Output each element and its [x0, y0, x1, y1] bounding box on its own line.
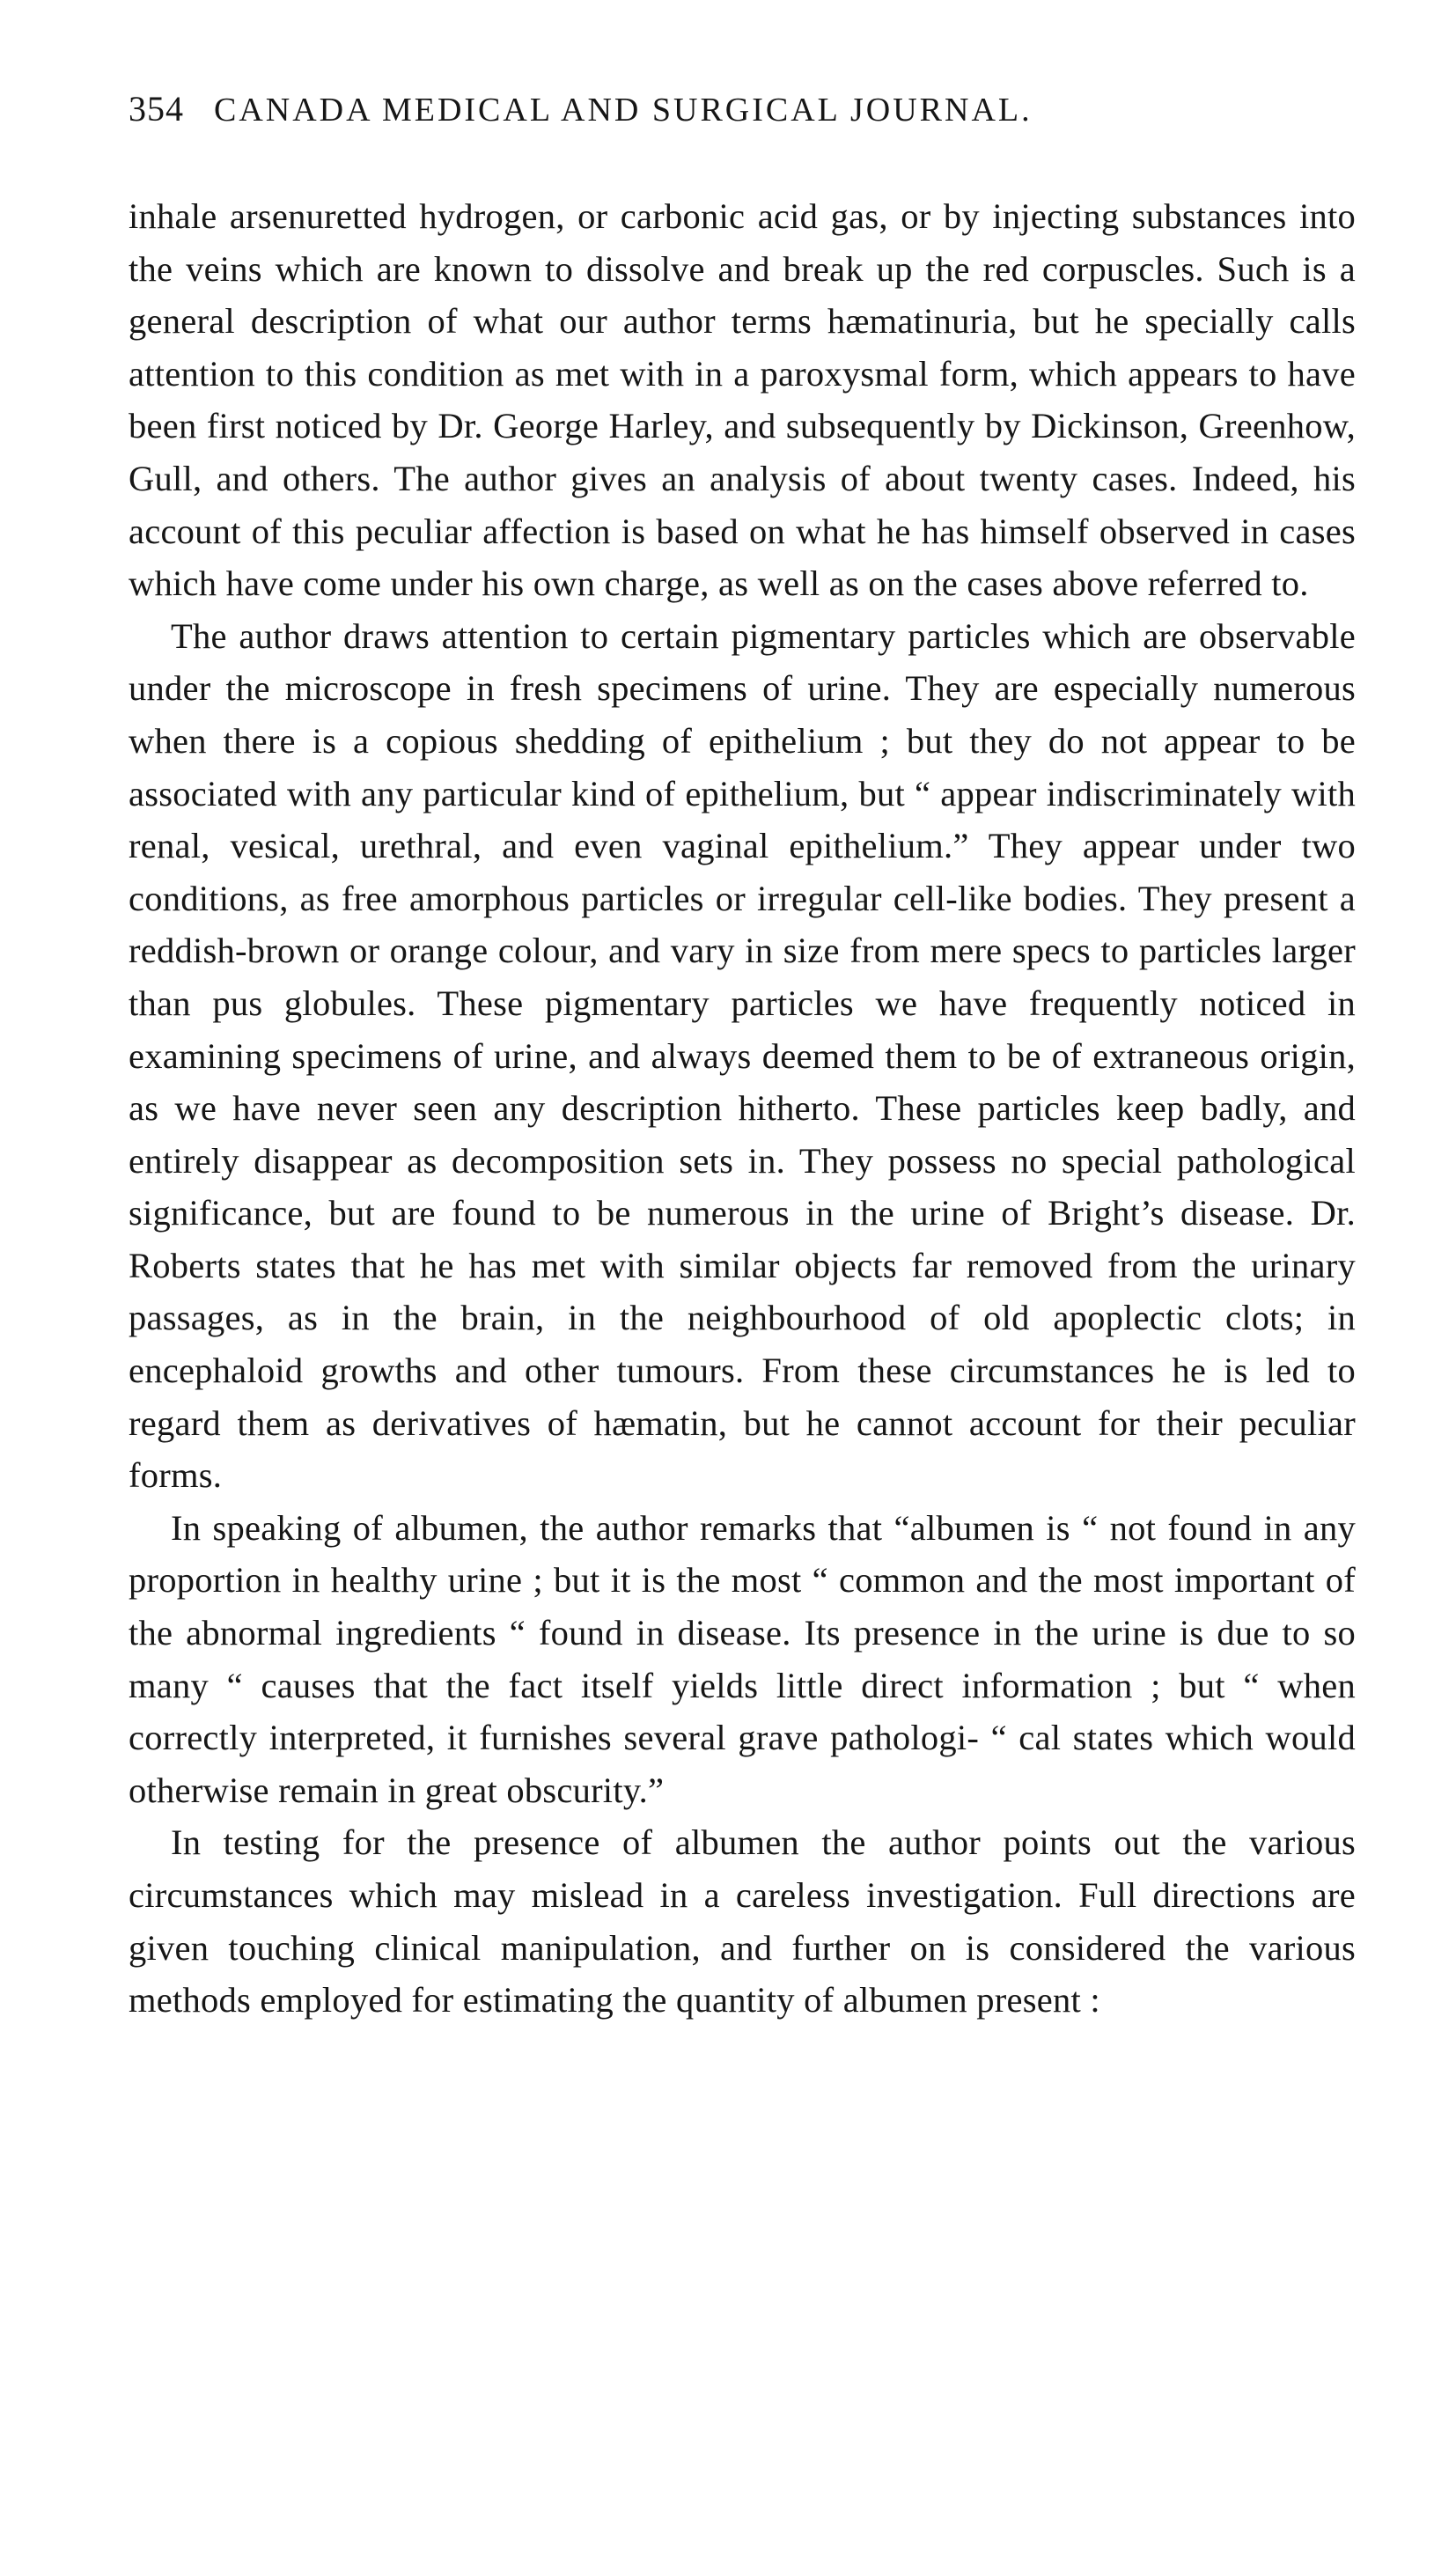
paragraph-albumen-quote: In speaking of albumen, the author remarks that “albumen is “ not found in any proportion in healthy urine ; but it is the most “ common and the most important of the abnormal ingredients “ found in disease. Its presence in the urine is due to so many “ causes that the fact itself yields little direct information ; but “ when correctly interpreted, it furnishes several grave pathologi- “ cal states which would otherwise remain in great obscurity.” [129, 1507, 1356, 1810]
paragraph-pigmentary-particles: The author draws attention to certain pigmentary particles which are observable under the microscope in fresh specimens of urine. They are especially numerous when there is a copious shedding of epithelium ; but they do not appear to be associated with any particular kind of epithelium, but “ appear indiscriminately with renal, vesical, urethral, and even vaginal epithelium.” They appear under two conditions, as free amorphous particles or irregular cell-like bodies. They present a reddish-brown or orange colour, and vary in size from mere specs to particles larger than pus globules. These pigmentary particles we have frequently noticed in examining specimens of urine, and always deemed them to be of extraneous origin, as we have never seen any description hitherto. These particles keep badly, and entirely disappear as decomposition sets in. They possess no special pathological significance, but are found to be numerous in the urine of Bright’s disease. Dr. Roberts states that he has met with similar objects far removed from the urinary passages, as in the brain, in the neighbourhood of old apoplectic clots; in encephaloid growths and other tumours. From these circumstances he is led to regard them as derivatives of hæmatin, but he cannot account for their peculiar forms. [129, 615, 1356, 1496]
running-head [129, 88, 1356, 158]
paragraph-haematinuria: inhale arsenuretted hydrogen, or carbonic acid gas, or by injecting substances into the veins which are known to dissolve and break up the red corpuscles. Such is a general description of what our author terms hæmatinuria, but he specially calls attention to this condition as met with in a paroxysmal form, which appears to have been first noticed by Dr. George Harley, and subsequently by Dickinson, Greenhow, Gull, and others. The author gives an analysis of about twenty cases. Indeed, his account of this peculiar affection is based on what he has himself observed in cases which have come under his own charge, as well as on the cases above referred to. [129, 196, 1356, 604]
page-number: 354 [129, 89, 184, 129]
journal-page [129, 88, 1356, 2027]
journal-title: CANADA MEDICAL AND SURGICAL JOURNAL. [214, 92, 1033, 129]
paragraph-albumen-testing: In testing for the presence of albumen the author points out the various circumstances which may mislead in a careless investigation. Full directions are given touching clinical manipulation, and further on is considered the various methods employed for estimating the quantity of albumen present : [129, 1822, 1356, 2021]
article-body [129, 190, 1356, 2027]
